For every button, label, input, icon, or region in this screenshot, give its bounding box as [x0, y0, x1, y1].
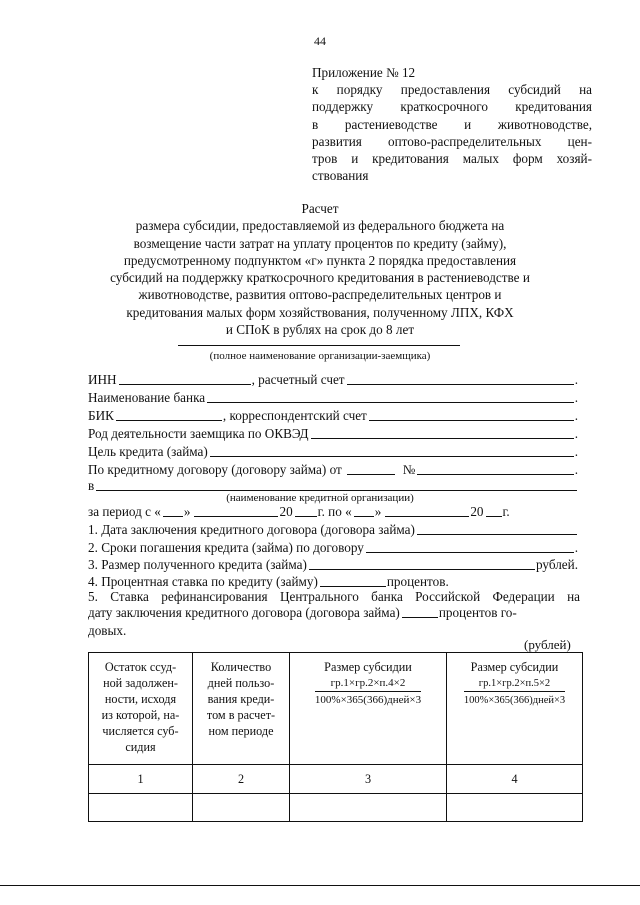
item-5-line-1: 5. Ставка рефинансирования Центрального банка Российской Федерации на [88, 589, 580, 604]
heading-line: животноводстве, развития оптово-распределительных центров и [138, 287, 502, 303]
period-year-label: 20 [470, 504, 484, 519]
period-from-label: за период с « [88, 504, 161, 519]
appendix-line: ствования [312, 168, 369, 184]
bank-row [88, 388, 578, 406]
heading-line: и СПоК в рублях на срок до 8 лет [225, 322, 415, 338]
header-subsidy-item4 [290, 653, 447, 765]
item-5-unit: процентов го- [438, 605, 517, 620]
row-dot: . [574, 540, 578, 555]
period-from-year-blank [295, 516, 317, 517]
header-text: числяется суб- [102, 724, 179, 738]
header-text: вания креди- [207, 692, 275, 706]
bank-label: Наименование банка [88, 390, 206, 405]
contract-label: По кредитному договору (договору займа) от [88, 462, 342, 477]
org-name-caption: (полное наименование организации-заемщика) [209, 350, 431, 362]
period-from-day-blank [163, 516, 183, 517]
period-year-suffix: г. [502, 504, 510, 519]
header-text: ном периоде [208, 724, 274, 738]
item-2-row [88, 538, 578, 556]
heading-line: кредитования малых форм хозяйствования, полученному ЛПХ, КФХ [126, 304, 514, 320]
credit-org-caption: (наименование кредитной организации) [226, 492, 414, 504]
heading-line: субсидий на поддержку краткосрочного кредитования в растениеводстве и [110, 270, 530, 286]
item-4-unit: процентов. [386, 574, 449, 589]
heading-title: Расчет [301, 201, 339, 216]
header-loan-balance [89, 653, 193, 765]
row-dot: . [574, 444, 578, 459]
appendix-line: развития оптово-распределительных цен- [312, 133, 592, 149]
formula [315, 677, 421, 707]
contract-number-label: № [402, 462, 416, 477]
column-number: 1 [89, 765, 193, 794]
item-3-row [88, 555, 578, 573]
item-1-blank [417, 534, 577, 535]
item-2-label: 2. Сроки погашения кредита (займа) по договору [88, 540, 364, 555]
item-5-row [88, 603, 578, 621]
item-3-blank [309, 569, 535, 570]
item-1-label: 1. Дата заключения кредитного договора (договора займа) [88, 522, 415, 537]
heading-line: предусмотренному подпунктом «г» пункта 2 порядка предоставления [123, 252, 517, 268]
purpose-row [88, 442, 578, 460]
table-number-row [89, 765, 583, 794]
period-to-year-blank [486, 516, 502, 517]
document-heading [80, 200, 560, 338]
column-number: 4 [447, 765, 583, 794]
heading-line: возмещение части затрат на уплату процентов по кредиту (займу), [133, 235, 507, 251]
period-from-month-blank [194, 516, 278, 517]
account-blank [347, 384, 574, 385]
appendix-line: в растениеводстве и животноводстве, [312, 116, 592, 132]
header-text: Размер субсидии [470, 660, 559, 674]
account-label: , расчетный счет [251, 372, 345, 387]
unit-label: (рублей) [524, 637, 571, 652]
bank-blank [207, 402, 574, 403]
item-3-unit: рублей. [535, 557, 578, 572]
table-header-row [89, 653, 583, 765]
item-5-blank [402, 617, 438, 618]
item-5-line-3: довых. [88, 623, 127, 638]
header-text: ной задолжен- [103, 676, 178, 690]
bik-row [88, 406, 578, 424]
period-year-label: 20 [279, 504, 293, 519]
okved-blank [311, 438, 574, 439]
row-dot: . [574, 372, 578, 387]
period-quote: » [374, 504, 382, 519]
purpose-label: Цель кредита (займа) [88, 444, 208, 459]
appendix-line: тров и кредитования малых форм хозяй- [312, 151, 592, 167]
corr-account-label: , корреспондентский счет [222, 408, 367, 423]
table-empty-row [89, 794, 583, 822]
formula-numerator: гр.1×гр.2×п.4×2 [315, 677, 421, 692]
row-dot: . [574, 462, 578, 477]
header-days [193, 653, 290, 765]
header-text: том в расчет- [206, 708, 276, 722]
item-2-blank [366, 552, 574, 553]
inn-row [88, 370, 578, 388]
row-dot: . [574, 390, 578, 405]
appendix-line: к порядку предоставления субсидий на [312, 82, 592, 98]
header-text: Количество [210, 660, 272, 674]
formula-denominator: 100%×365(366)дней×3 [314, 694, 422, 706]
credit-org-label: в [88, 478, 95, 493]
inn-label: ИНН [88, 372, 117, 387]
appendix-line: поддержку краткосрочного кредитования [312, 99, 592, 115]
subsidy-table [88, 652, 583, 822]
page-number: 44 [314, 34, 326, 48]
okved-label: Род деятельности заемщика по ОКВЭД [88, 426, 309, 441]
header-text: из которой, на- [101, 708, 180, 722]
column-number: 2 [193, 765, 290, 794]
header-subsidy-item5 [447, 653, 583, 765]
period-quote: » [183, 504, 191, 519]
item-5-label: дату заключения кредитного договора (договора займа) [88, 605, 400, 620]
appendix-title: Приложение № 12 [312, 65, 416, 80]
item-4-blank [320, 586, 386, 587]
page-bottom-rule [0, 885, 640, 886]
period-to-month-blank [385, 516, 469, 517]
header-text: дней пользо- [207, 676, 275, 690]
formula [464, 677, 565, 707]
org-name-line [178, 345, 460, 346]
purpose-blank [210, 456, 574, 457]
item-3-label: 3. Размер полученного кредита (займа) [88, 557, 307, 572]
formula-denominator: 100%×365(366)дней×3 [463, 695, 566, 706]
corr-account-blank [369, 420, 574, 421]
bik-blank [116, 420, 222, 421]
bik-label: БИК [88, 408, 114, 423]
contract-number-blank [417, 474, 573, 475]
header-text: Остаток ссуд- [104, 660, 177, 674]
credit-org-blank [96, 490, 577, 491]
row-dot: . [574, 426, 578, 441]
appendix-block [312, 64, 592, 184]
column-number: 3 [290, 765, 447, 794]
table-cell[interactable] [290, 794, 447, 822]
period-row [88, 502, 578, 520]
header-text: ности, исходя [104, 692, 177, 706]
header-text: Размер субсидии [324, 660, 412, 674]
okved-row [88, 424, 578, 442]
header-text: сидия [125, 740, 156, 754]
period-to-day-blank [354, 516, 374, 517]
item-4-label: 4. Процентная ставка по кредиту (займу) [88, 574, 318, 589]
item-1-row [88, 520, 578, 538]
contract-date-blank [347, 474, 395, 475]
table-cell[interactable] [193, 794, 290, 822]
period-to-label: г. по « [317, 504, 352, 519]
table-cell[interactable] [447, 794, 583, 822]
inn-blank [119, 384, 251, 385]
heading-line: размера субсидии, предоставляемой из федерального бюджета на [135, 218, 505, 234]
row-dot: . [574, 408, 578, 423]
table-cell[interactable] [89, 794, 193, 822]
formula-numerator: гр.1×гр.2×п.5×2 [464, 677, 565, 692]
